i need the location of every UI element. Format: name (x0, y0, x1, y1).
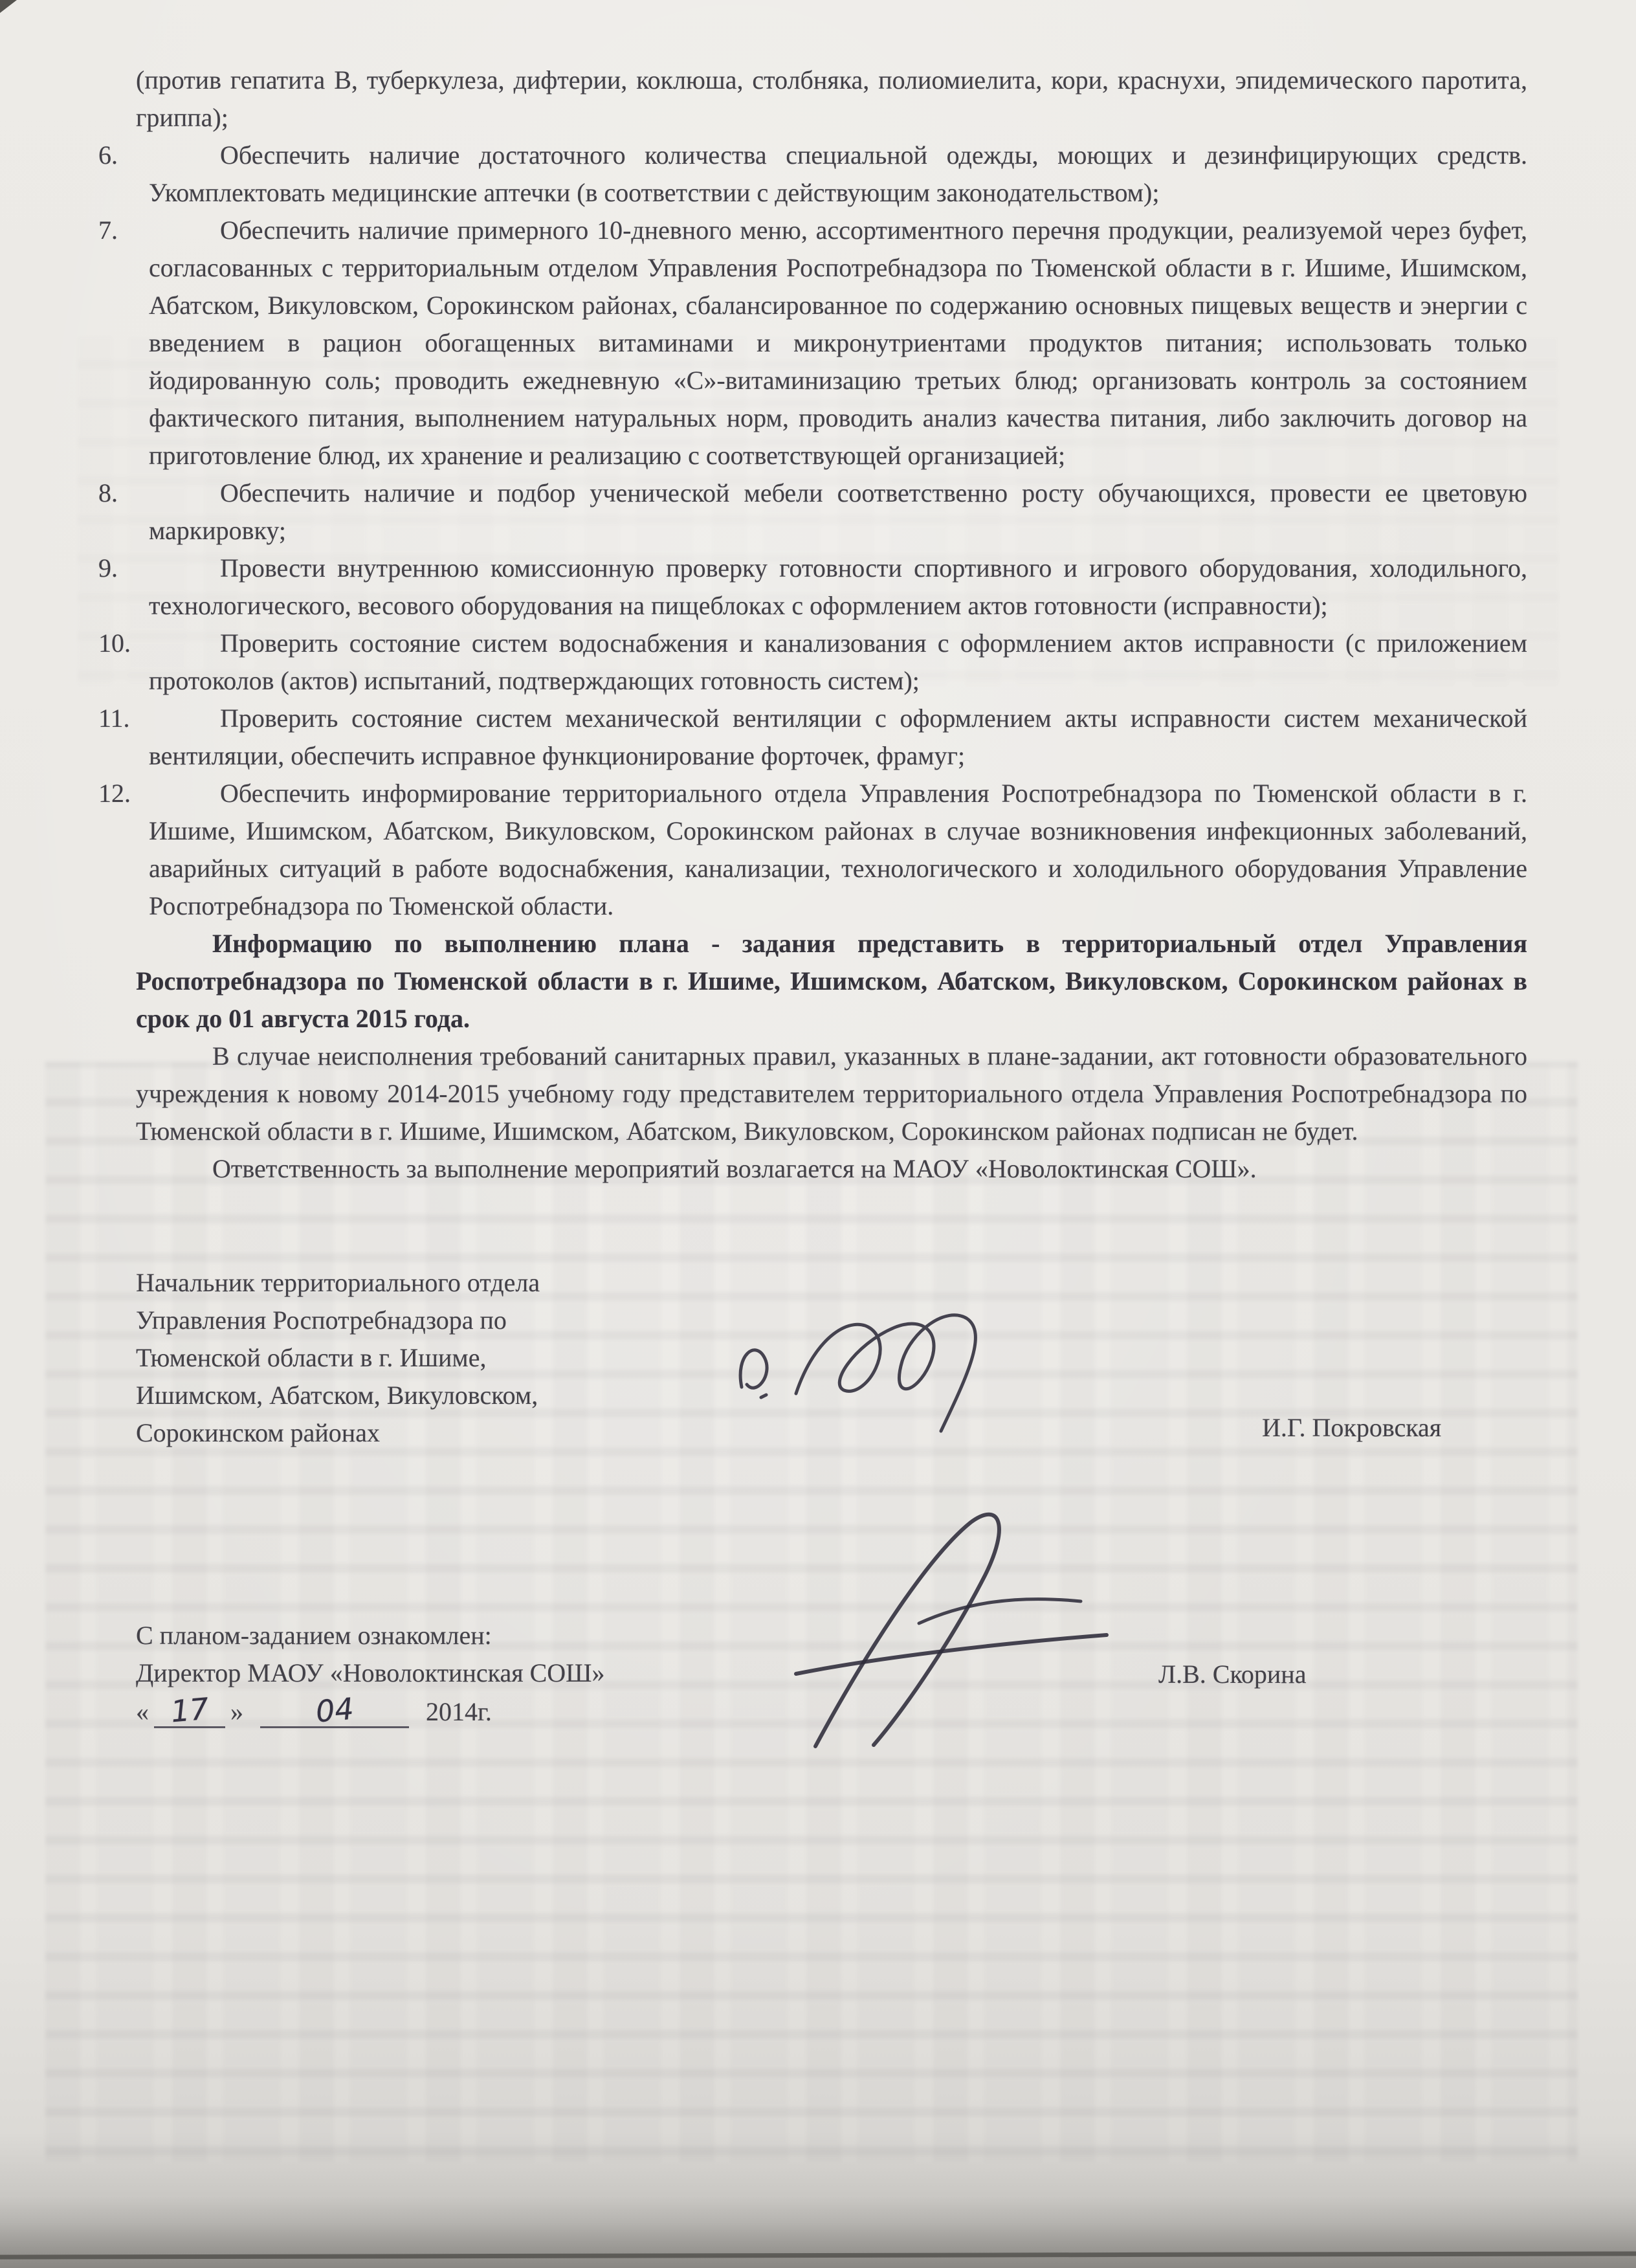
director-name: Л.В. Скорина (1158, 1660, 1307, 1689)
item-text: Обеспечить информирование территориального отдела Управления Роспотребнадзора по Тюменской области в г. Ишиме, Ишимском, Абатском, Викуловском, Сорокинском районах в случае возникновения инфекционных заболеваний, аварийных ситуаций в работе водоснабжения, канализации, технологического и холодильного оборудования Управление Роспотребнадзора по Тюменской области. (149, 779, 1527, 920)
acknowledgement-block (136, 1617, 1567, 1731)
handwritten-day: 17 (169, 1691, 210, 1729)
day-blank (154, 1691, 225, 1729)
plan-item-6 (96, 137, 1527, 212)
plan-item-10 (96, 625, 1527, 700)
item-text: Проверить состояние систем механической вентиляции с оформлением акты исправности систем механической вентиляции, обеспечить исправное функционирование форточек, фрамуг; (149, 704, 1527, 770)
plan-item-9 (96, 550, 1527, 625)
item-text: Обеспечить наличие примерного 10-дневного меню, ассортиментного перечня продукции, реализуемой через буфет, согласованных с территориальным отделом Управления Роспотребнадзора по Тюменской области в г. Ишиме, Ишимском, Абатском, Викуловском, Сорокинском районах, сбалансированное по содержанию основных пищевых веществ и энергии с введением в рацион обогащенных витаминами и микронутриентами продуктов питания; использовать только йодированную соль; проводить ежедневную «С»-витаминизацию третьих блюд; организовать контроль за состоянием фактического питания, выполнением натуральных норм, проводить анализ качества питания, либо заключить договор на приготовление блюд, их хранение и реализацию с соответствующей организацией; (149, 216, 1527, 470)
quote-close: » (230, 1697, 243, 1726)
official-name: И.Г. Покровская (1262, 1413, 1442, 1442)
item-number: 8. (98, 478, 118, 507)
official-title-line: Управления Роспотребнадзора по (136, 1306, 507, 1335)
responsibility-paragraph: Ответственность за выполнение мероприятий возлагается на МАОУ «Новолоктинская СОШ». (212, 1154, 1257, 1183)
item-text: Обеспечить наличие и подбор ученической мебели соответственно росту обучающихся, провести ее цветовую маркировку; (149, 478, 1527, 545)
plan-item-11 (96, 700, 1527, 775)
plan-item-12 (96, 775, 1527, 925)
official-signature-block (136, 1264, 1567, 1452)
plan-item-8 (96, 474, 1527, 550)
official-title-line: Ишимском, Абатском, Викуловском, (136, 1381, 538, 1410)
year-label: 2014г. (426, 1697, 492, 1726)
item-number: 9. (98, 553, 118, 583)
notice-paragraph: Информацию по выполнению плана - задания представить в территориальный отдел Управления Роспотребнадзора по Тюменской области в г. Ишиме, Ишимском, Абатском, Викуловском, Сорокинском районах в срок до 01 августа 2015 года. (136, 929, 1527, 1033)
official-title-line: Тюменской области в г. Ишиме, (136, 1343, 487, 1372)
date-line (136, 1693, 1567, 1731)
official-title-line: Начальник территориального отдела (136, 1268, 540, 1297)
item-number: 7. (98, 216, 118, 245)
item-text: Обеспечить наличие достаточного количества специальной одежды, моющих и дезинфицирующих средств. Укомплектовать медицинские аптечки (в соответствии с действующим законодательством); (149, 140, 1527, 207)
item-text: Провести внутреннюю комиссионную проверку готовности спортивного и игрового оборудования, холодильного, технологического, весового оборудования на пищеблоках с оформлением актов готовности (исправности); (149, 553, 1527, 620)
quote-open: « (136, 1697, 149, 1726)
official-title-line: Сорокинском районах (136, 1418, 380, 1447)
item-number: 12. (98, 779, 131, 808)
continuation-fragment: (против гепатита В, туберкулеза, дифтерии, коклюша, столбняка, полиомиелита, кори, краснухи, эпидемического паротита, гриппа); (136, 65, 1527, 132)
ack-line: Директор МАОУ «Новолоктинская СОШ» (136, 1658, 605, 1687)
ack-line: С планом-заданием ознакомлен: (136, 1621, 492, 1650)
document-body (96, 61, 1527, 1731)
scan-corner-artifact (0, 0, 17, 13)
refusal-paragraph: В случае неисполнения требований санитарных правил, указанных в плане-задании, акт готовности образовательного учреждения к новому 2014-2015 учебному году представителем территориального отдела Управления Роспотребнадзора по Тюменской области в г. Ишиме, Ишимском, Абатском, Викуловском, Сорокинском районах подписан не будет. (136, 1041, 1527, 1146)
item-text: Проверить состояние систем водоснабжения и канализования с оформлением актов исправности (с приложением протоколов (актов) испытаний, подтверждающих готовность систем); (149, 628, 1527, 695)
item-number: 10. (98, 628, 131, 658)
month-blank (260, 1691, 409, 1729)
plan-item-7 (96, 212, 1527, 474)
item-number: 6. (98, 140, 118, 170)
handwritten-month: 04 (314, 1691, 355, 1729)
item-number: 11. (98, 704, 130, 733)
